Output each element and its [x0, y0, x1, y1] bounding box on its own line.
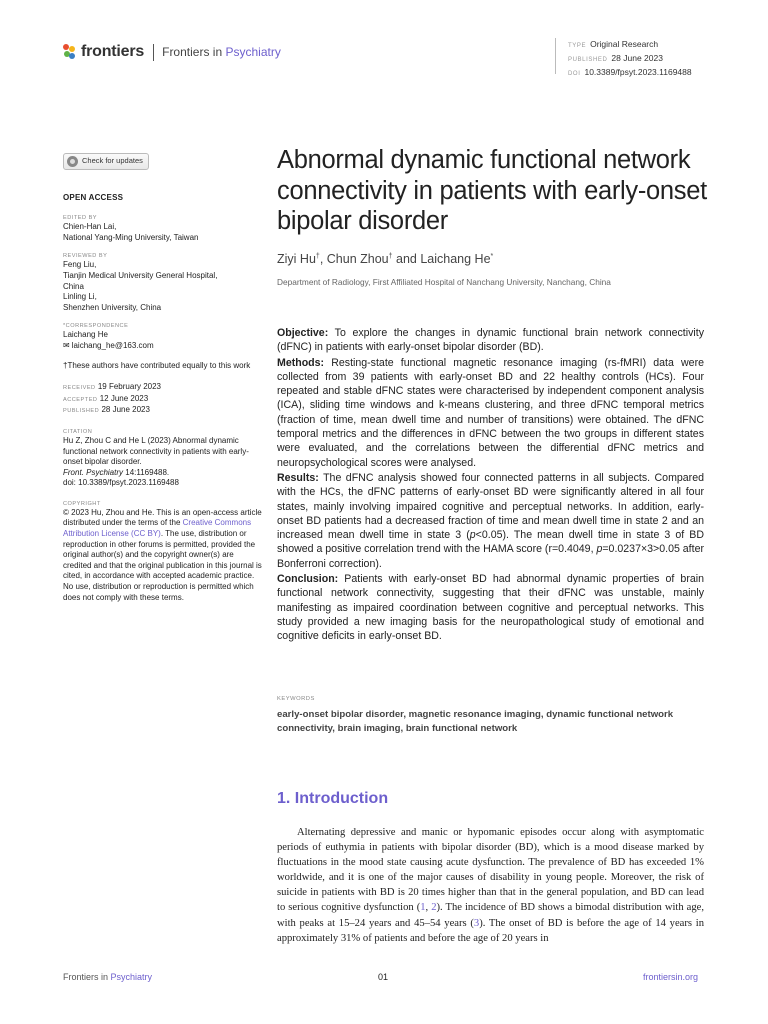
citation-label: CITATION	[63, 428, 93, 435]
reference-link[interactable]: 2	[431, 902, 437, 914]
frontiers-logo[interactable]	[63, 43, 281, 61]
open-access-label: OPEN ACCESS	[63, 192, 124, 202]
keywords-label: KEYWORDS	[277, 696, 315, 702]
abstract	[277, 326, 704, 644]
article-meta	[555, 38, 692, 77]
editor: Chien-Han Lai, National Yang-Ming University, Taiwan	[63, 222, 199, 242]
check-updates-button[interactable]: Check for updates	[63, 153, 149, 170]
article-dates: RECEIVED 19 February 2023 ACCEPTED 12 June 2023 PUBLISHED 28 June 2023	[63, 382, 161, 415]
article-title: Abnormal dynamic functional network connectivity in patients with early-onset bipolar disorder	[277, 146, 707, 235]
abstract-methods: Methods: Resting-state functional magnetic resonance imaging (rs-fMRI) data were collected from 39 patients with early-onset BD and 22 healthy controls (HCs). Four repeated and stable dFNC states were characterised by independent component analysis (ICA), sliding time windows and k-means clustering, and three dFNC temporal metrics (fraction of time, mean dwell time and number of transitions) were obtained. The dFNC temporal metrics and the differences in dFNC between the two groups in different states were evaluated, and the correlations between the differential dFNC metrics and neuropsychological scores were analysed.	[277, 356, 704, 469]
author-list: Ziyi Hu†, Chun Zhou† and Laichang He*	[277, 252, 494, 266]
article-type: TYPE Original Research	[568, 39, 659, 49]
correspondence: Laichang He ✉ laichang_he@163.com	[63, 330, 263, 351]
reference-link[interactable]: 3	[473, 917, 480, 929]
header-divider	[153, 44, 154, 61]
brand-name: frontiers	[81, 43, 145, 60]
journal-name[interactable]: Frontiers in Psychiatry	[162, 45, 281, 59]
intro-paragraph: Alternating depressive and manic or hypomanic episodes occur along with asymptomatic periods of euthymia in patients with bipolar disorder (BD), which is a mood disease marked by fluctuations in the mood state causing acute dysfunction. The prevalence of BD has exceeded 1% worldwide, and it is one of the major causes of disability in young people. Moreover, the risk of suicide in patients with BD is 20 times higher than that in the general population, and BD can lead to serious cognitive dysfunction (1, 2). The incidence of BD shows a bimodal distribution with age, with peaks at 15–24 years and 45–54 years (3). The onset of BD is before the age of 14 years in approximately 31% of patients and before the age of 20 years in	[277, 827, 705, 944]
email-link[interactable]: ✉ laichang_he@163.com	[63, 341, 263, 352]
reference-link[interactable]: 1	[420, 902, 426, 914]
article-sidebar	[63, 153, 263, 603]
license-link[interactable]: Creative Commons Attribution License (CC BY)	[63, 518, 252, 539]
author-name[interactable]: Ziyi Hu	[277, 252, 316, 266]
footer-journal[interactable]: Frontiers in Psychiatry	[63, 972, 153, 982]
copyright: © 2023 Hu, Zhou and He. This is an open-access article distributed under the terms of the Creative Commons Attribution License (CC BY). The use, distribution or reproduction in other forums is permitted, provided the original author(s) and the copyright owner(s) are credited and that the original publication in this journal is cited, in accordance with accepted academic practice. No use, distribution or reproduction is permitted which does not comply with these terms.	[63, 507, 262, 602]
correspondence-label: *CORRESPONDENCE	[63, 323, 129, 330]
author-name[interactable]: Laichang He	[420, 252, 491, 266]
edited-by-label: EDITED BY	[63, 215, 98, 222]
equal-contribution-note: †These authors have contributed equally to this work	[63, 360, 251, 370]
abstract-objective: Objective: To explore the changes in dynamic functional brain network connectivity (dFNC) in patients with early-onset bipolar disorder (BD).	[277, 327, 704, 354]
abstract-results: Results: The dFNC analysis showed four connected patterns in all subjects. Compared with the HCs, the dFNC patterns of early-onset BD were significantly altered in all four states, mainly involving impaired cognitive and perceptual networks. In addition, early-onset BD patients had a decreased fraction of time and mean dwell time in state 2 and an increased mean dwell time in state 3 (p<0.05). The mean dwell time in state 3 of BD showed a positive correlation trend with the HAMA score (r=0.4049, p=0.0237×3>0.05 after Bonferroni correction).	[277, 471, 705, 570]
section-heading: 1. Introduction	[277, 790, 389, 807]
footer-site-link[interactable]: frontiersin.org	[643, 972, 699, 982]
published-date: PUBLISHED 28 June 2023	[568, 53, 663, 63]
page-number: 01	[378, 972, 389, 982]
citation: Hu Z, Zhou C and He L (2023) Abnormal dynamic functional network connectivity in patients with early-onset bipolar disorder. Front. Psychiatry 14:1169488. doi: 10.3389/fpsyt.2023.1169488	[63, 435, 249, 488]
reviewers: Feng Liu, Tianjin Medical University General Hospital, China Linling Li, Shenzhen University, China	[63, 260, 218, 312]
reviewed-by-label: REVIEWED BY	[63, 253, 108, 260]
abstract-conclusion: Conclusion: Patients with early-onset BD had abnormal dynamic properties of brain functional network connectivity, suggesting that their dFNC was unstable, mainly manifesting as impaired coordination between cognitive and perceptual networks. This study provided a new imaging basis for the neuropathological study of emotional and cognitive deficits in early-onset BD.	[277, 573, 704, 643]
affiliation: Department of Radiology, First Affiliated Hospital of Nanchang University, Nanchang, China	[277, 277, 611, 287]
author-name[interactable]: Chun Zhou	[326, 252, 389, 266]
keywords: early-onset bipolar disorder, magnetic resonance imaging, dynamic functional network connectivity, brain imaging, brain functional network	[277, 709, 674, 734]
doi: DOI 10.3389/fpsyt.2023.1169488	[568, 67, 692, 77]
frontiers-logo-icon	[63, 44, 77, 60]
check-updates-icon	[67, 156, 78, 167]
copyright-label: COPYRIGHT	[63, 500, 101, 507]
